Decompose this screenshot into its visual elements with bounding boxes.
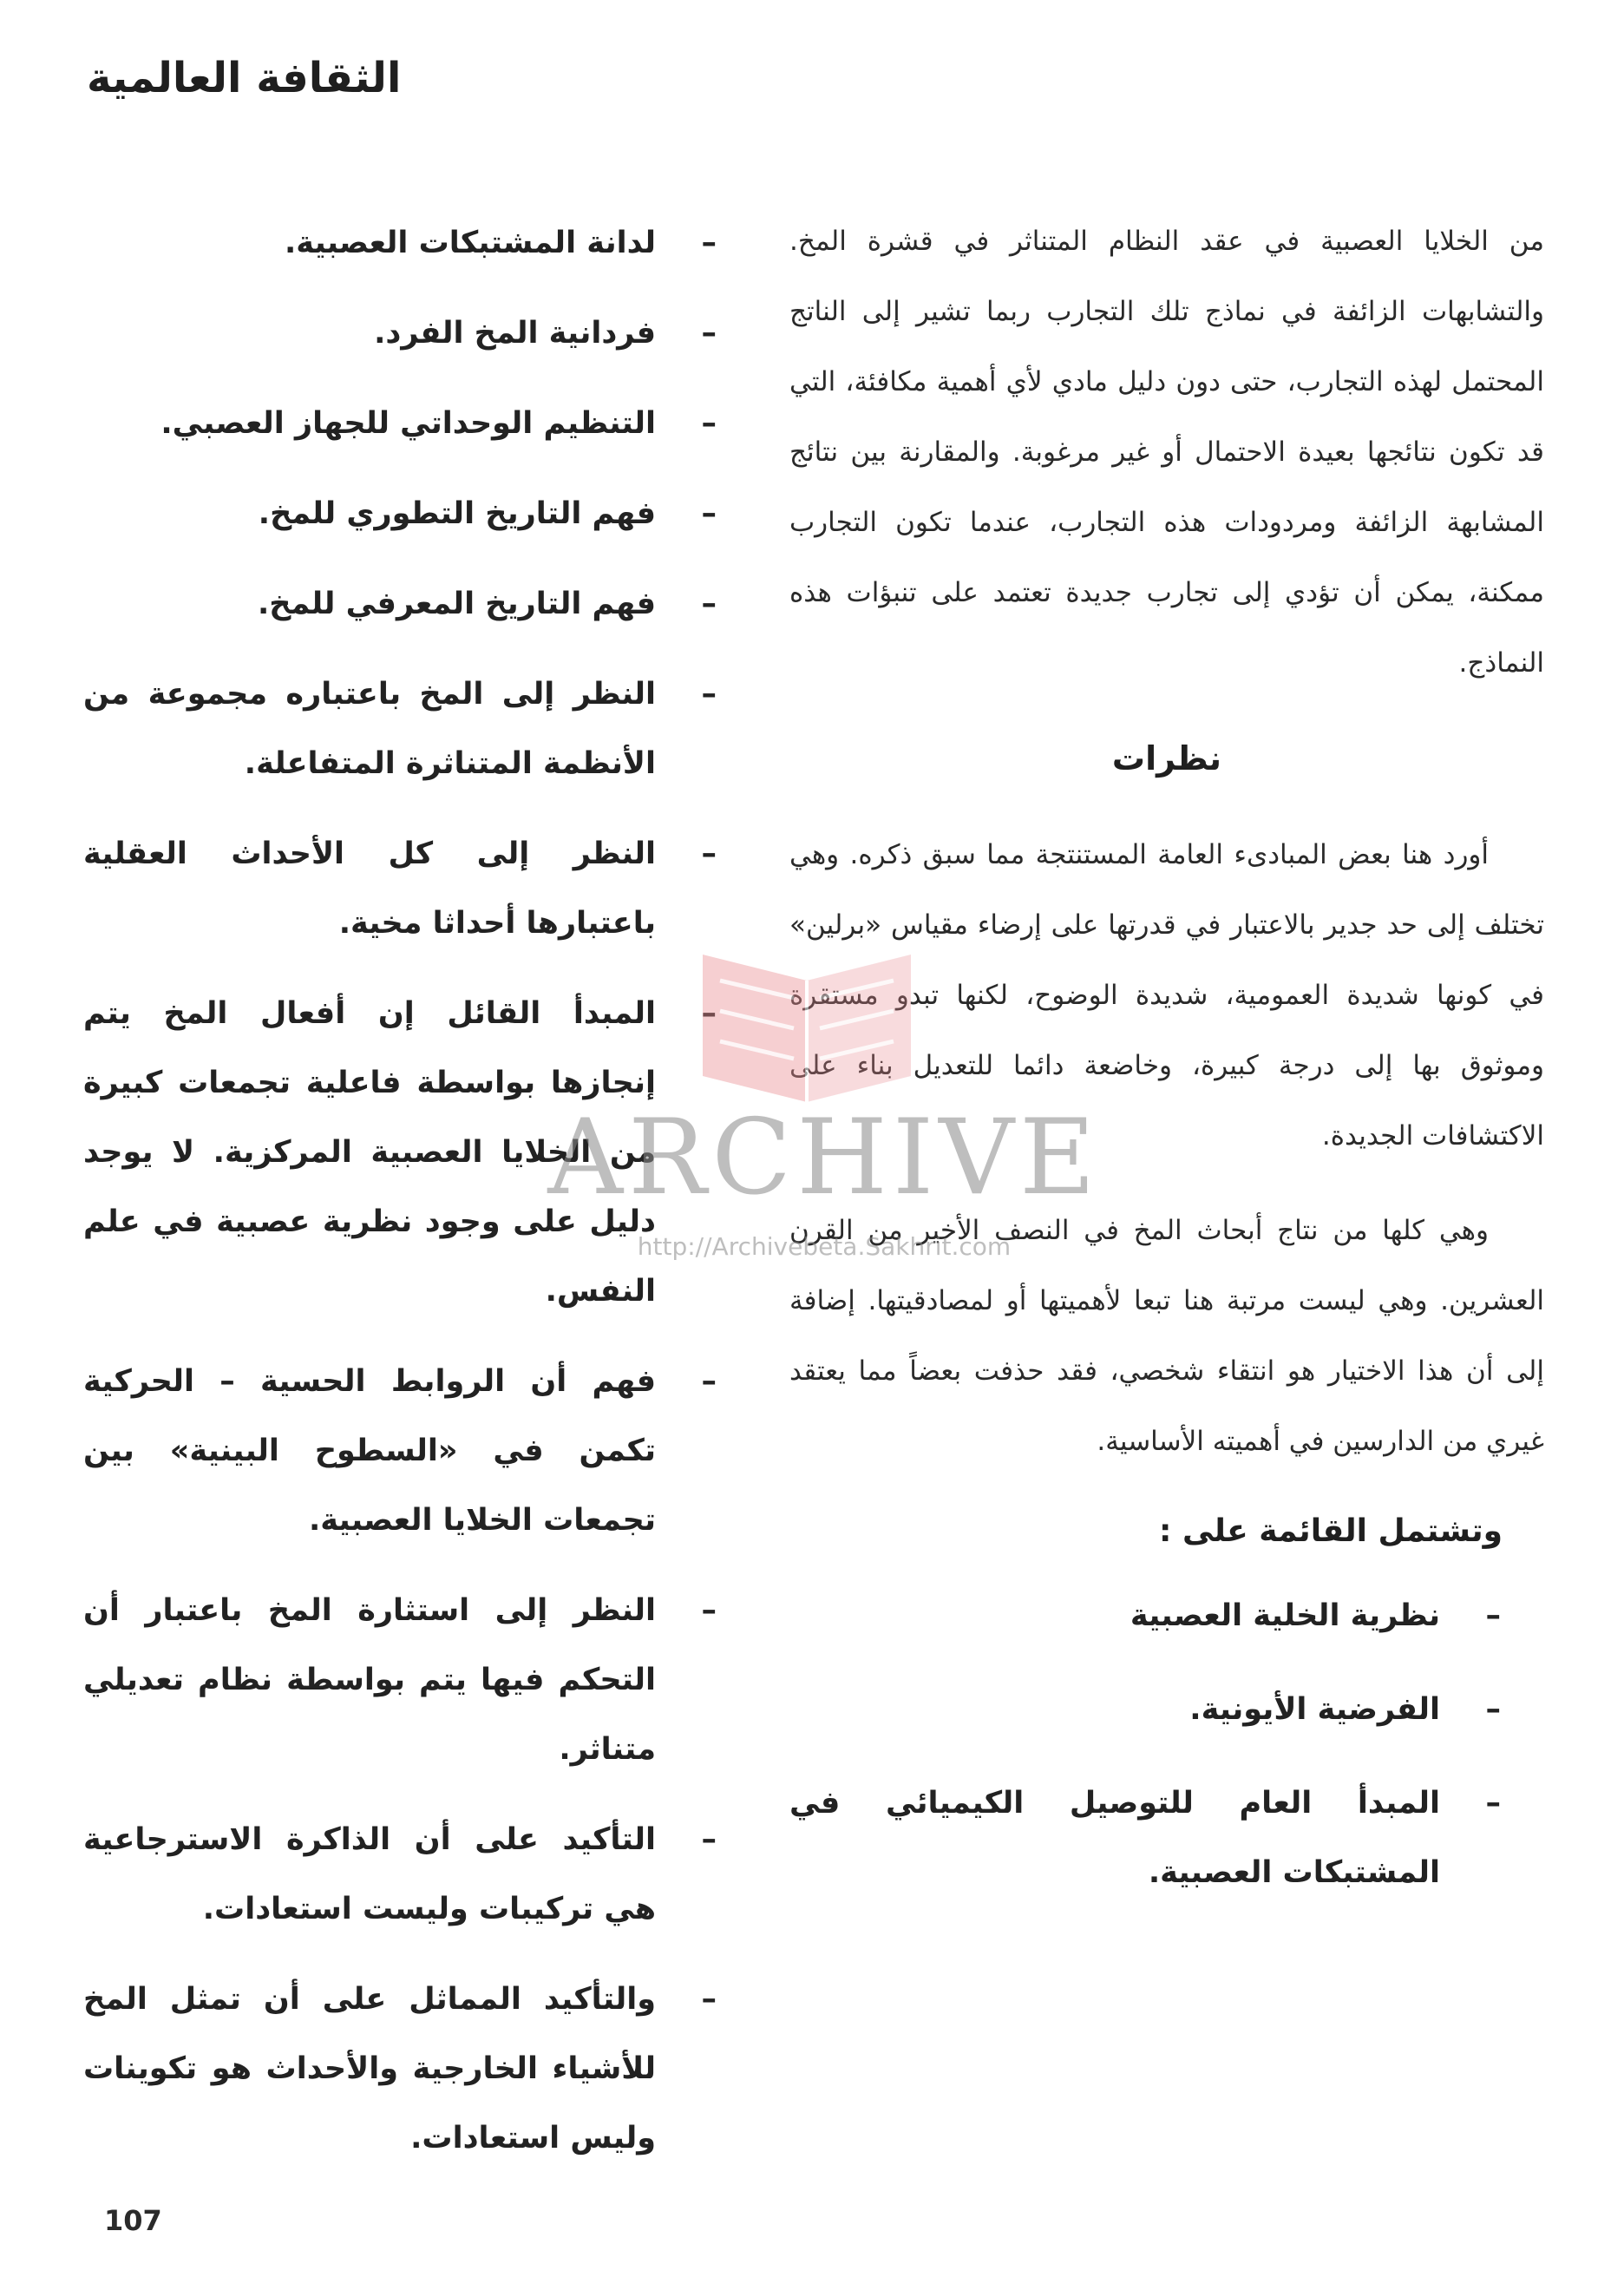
principles-list-left <box>83 208 717 2173</box>
list-item-text: النظر إلى المخ باعتباره مجموعة من الأنظمة المتناثرة المتفاعلة. <box>83 677 656 781</box>
list-item <box>83 208 717 278</box>
list-item <box>83 299 717 368</box>
list-item-text: فردانية المخ الفرد. <box>374 316 656 351</box>
dash-marker: – <box>701 677 717 712</box>
dash-marker: – <box>701 996 717 1031</box>
dash-marker: – <box>701 587 717 621</box>
list-item <box>83 389 717 458</box>
running-head: الثقافة العالمية <box>87 54 402 102</box>
list-item-text: التنظيم الوحداتي للجهاز العصبي. <box>160 406 656 441</box>
paragraph-selection: وهي كلها من نتاج أبحاث المخ في النصف الأخير من القرن العشرين. وهي ليست مرتبة هنا تبعا لأهميتها أو لمصادقيتها. إضافة إلى أن هذا الاختيار هو انتقاء شخصي، فقد حذفت بعضاً مما يعتقد غيري من الدارسين في أهميته الأساسية. <box>789 1215 1544 1457</box>
list-item-text: والتأكيد المماثل على أن تمثل المخ للأشياء الخارجية والأحداث هو تكوينات وليس استعادات. <box>83 1982 656 2156</box>
list-item <box>83 1805 717 1944</box>
principles-list-right <box>789 1581 1544 1907</box>
dash-marker: – <box>701 1593 717 1628</box>
watermark-title: ARCHIVE <box>547 1098 1101 1218</box>
list-item <box>83 979 717 1326</box>
dash-marker: – <box>701 496 717 531</box>
list-intro: وتشتمل القائمة على : <box>1159 1513 1503 1549</box>
dash-marker: – <box>701 1364 717 1399</box>
right-column <box>789 207 1544 1932</box>
dash-marker: – <box>701 1822 717 1857</box>
dash-marker: – <box>1485 1598 1501 1633</box>
dash-marker: – <box>1485 1692 1501 1727</box>
dash-marker: – <box>1485 1786 1501 1821</box>
watermark-url: http://Archivebeta.Sakhrit.com <box>637 1232 1012 1261</box>
paragraph-principles: أورد هنا بعض المبادىء العامة المستنتجة مما سبق ذكره. وهي تختلف إلى حد جدير بالاعتبار في قدرتها على إرضاء مقياس «برلين» في كونها شديدة العمومية، شديدة الوضوح، لكنها تبدو مستقرة وموثوق بها إلى درجة كبيرة، وخاضعة دائما للتعديل بناء على الاكتشافات الجديدة. <box>789 839 1544 1152</box>
list-item-text: نظرية الخلية العصبية <box>1130 1598 1440 1633</box>
dash-marker: – <box>701 406 717 441</box>
list-item-text: المبدأ العام للتوصيل الكيميائي في المشتبكات العصبية. <box>789 1786 1440 1890</box>
list-item-text: المبدأ القائل إن أفعال المخ يتم إنجازها بواسطة فاعلية تجمعات كبيرة من الخلايا العصبية المركزية. لا يوجد دليل على وجود نظرية عصبية في علم النفس. <box>83 996 656 1309</box>
left-column <box>83 208 717 2194</box>
list-item <box>789 1581 1544 1650</box>
list-item-text: النظر إلى كل الأحداث العقلية باعتبارها أحداثا مخية. <box>83 837 656 941</box>
list-item <box>83 1965 717 2173</box>
list-item-text: الفرضية الأيونية. <box>1189 1692 1440 1727</box>
dash-marker: – <box>701 316 717 351</box>
dash-marker: – <box>701 226 717 260</box>
page-number: 107 <box>104 2204 162 2237</box>
dash-marker: – <box>701 837 717 871</box>
list-item <box>83 479 717 548</box>
list-item <box>789 1768 1544 1907</box>
list-item-text: لدانة المشتبكات العصبية. <box>284 226 656 260</box>
list-item <box>83 1347 717 1555</box>
list-item-text: النظر إلى استثارة المخ باعتبار أن التحكم فيها يتم بواسطة نظام تعديلي متناثر. <box>83 1593 656 1767</box>
dash-marker: – <box>701 1982 717 2017</box>
list-item <box>83 659 717 798</box>
paragraph-continued: من الخلايا العصبية في عقد النظام المتناثر في قشرة المخ. والتشابهات الزائفة في نماذج تلك التجارب ربما تشير إلى الناتج المحتمل لهذه التجارب، حتى دون دليل مادي لأي أهمية مكافئة، التي قد تكون نتائجها بعيدة الاحتمال أو غير مرغوبة. والمقارنة بين نتائج المشابهة الزائفة ومردودات هذه التجارب، عندما تكون التجارب ممكنة، يمكن أن تؤدي إلى تجارب جديدة تعتمد على تنبؤات هذه النماذج. <box>789 226 1544 679</box>
list-item <box>789 1675 1544 1744</box>
list-item-text: فهم التاريخ المعرفي للمخ. <box>258 587 656 621</box>
list-item-text: فهم أن الروابط الحسية – الحركية تكمن في «السطوح البينية» بين تجمعات الخلايا العصبية. <box>83 1364 656 1538</box>
list-item <box>83 569 717 639</box>
section-heading: نظرات <box>1111 739 1222 778</box>
list-item <box>83 819 717 958</box>
list-item-text: التأكيد على أن الذاكرة الاسترجاعية هي تركيبات وليست استعادات. <box>83 1822 656 1926</box>
list-item-text: فهم التاريخ التطوري للمخ. <box>258 496 656 531</box>
list-item <box>83 1576 717 1784</box>
